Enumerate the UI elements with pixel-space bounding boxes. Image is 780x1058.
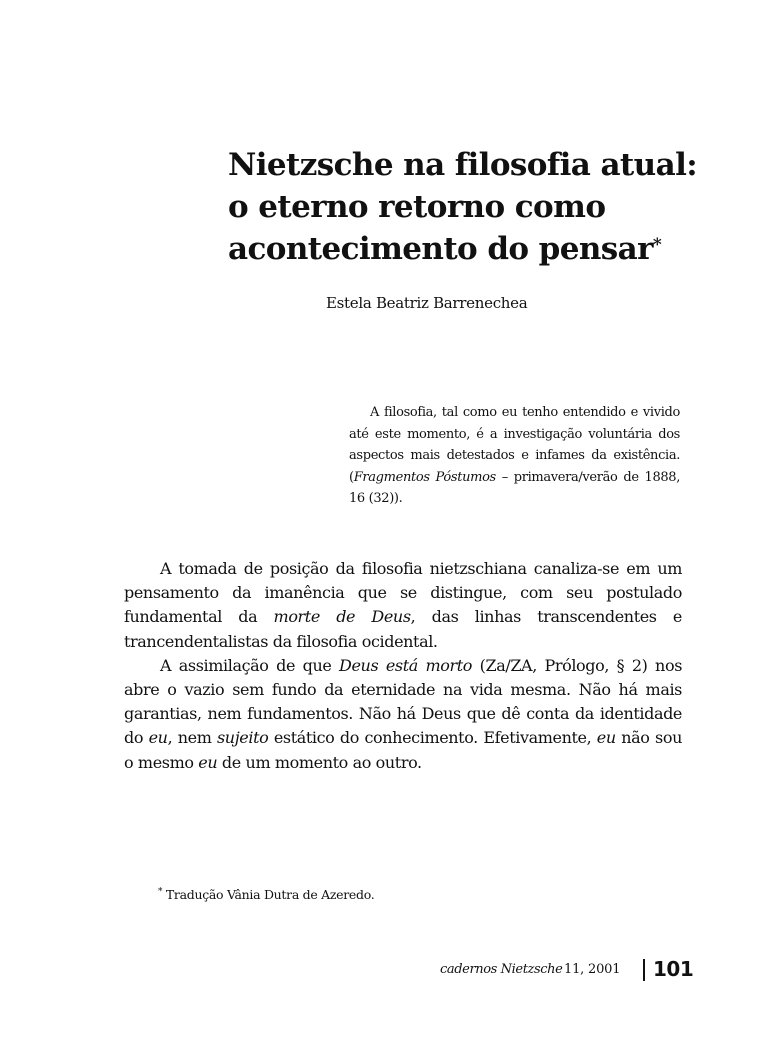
paragraph-2-text-b: (Za/ZA, Prólogo, § 2) nos abre o vazio sem fundo da eternidade na vida mesma. Não há mais garantias, nem fundamentos. Não há Deus que dê conta da identidade do	[124, 655, 683, 748]
body-text	[124, 557, 682, 775]
footnote-text: Tradução Vânia Dutra de Azeredo.	[162, 887, 375, 903]
title-footnote-marker[interactable]: *	[652, 235, 662, 255]
paragraph-1	[124, 557, 682, 654]
article-title	[228, 144, 698, 270]
title-line-1: Nietzsche na filosofia atual:	[228, 147, 698, 183]
footnote	[158, 887, 374, 902]
page-footer	[440, 957, 694, 984]
page-number: 101	[653, 957, 694, 981]
title-line-3-text: acontecimento do pensar	[228, 231, 653, 267]
paragraph-1-text-a: A tomada de posição da filosofia nietzschiana canaliza-se em um pensamento da imanência que se distingue, com seu postulado fundamental da	[124, 559, 682, 627]
paragraph-2-emphasis-1: Deus está morto	[339, 655, 473, 675]
paragraph-2-text-c: , nem	[167, 728, 217, 748]
paragraph-2-text-e: não sou o mesmo	[124, 728, 682, 772]
journal-issue: 11, 2001	[564, 962, 621, 977]
epigraph-text: A filosofia, tal como eu tenho entendido e vivido até este momento, é a investigação voluntária dos aspectos mais detestados e infames da existência.	[349, 405, 680, 463]
epigraph-source-title: Fragmentos Póstumos	[353, 469, 496, 485]
paragraph-2-text-d: estático do conhecimento. Efetivamente,	[268, 728, 597, 748]
paragraph-2-emphasis-2: eu	[148, 728, 168, 748]
paragraph-2-emphasis-5: eu	[198, 752, 218, 772]
epigraph-source-open: (	[349, 469, 354, 485]
footnote-marker: *	[158, 887, 163, 897]
title-line-3	[228, 228, 698, 270]
paragraph-2-emphasis-4: eu	[596, 728, 616, 748]
epigraph	[349, 402, 680, 510]
paragraph-2	[124, 654, 682, 775]
paragraph-2-text-f: de um momento ao outro.	[217, 752, 422, 772]
title-line-2: o eterno retorno como	[228, 189, 606, 225]
paragraph-1-emphasis: morte de Deus	[273, 607, 411, 627]
footer-divider	[643, 959, 645, 981]
journal-name: cadernos Nietzsche	[440, 962, 563, 977]
paragraph-2-text-a: A assimilação de que	[160, 655, 340, 675]
author-name: Estela Beatriz Barrenechea	[326, 294, 528, 312]
paragraph-2-emphasis-3: sujeito	[217, 728, 269, 748]
epigraph-source-rest: – primavera/verão de 1888, 16 (32)).	[349, 469, 681, 506]
paragraph-1-text-b: , das linhas transcendentes e trancendentalistas da filosofia ocidental.	[124, 607, 682, 651]
